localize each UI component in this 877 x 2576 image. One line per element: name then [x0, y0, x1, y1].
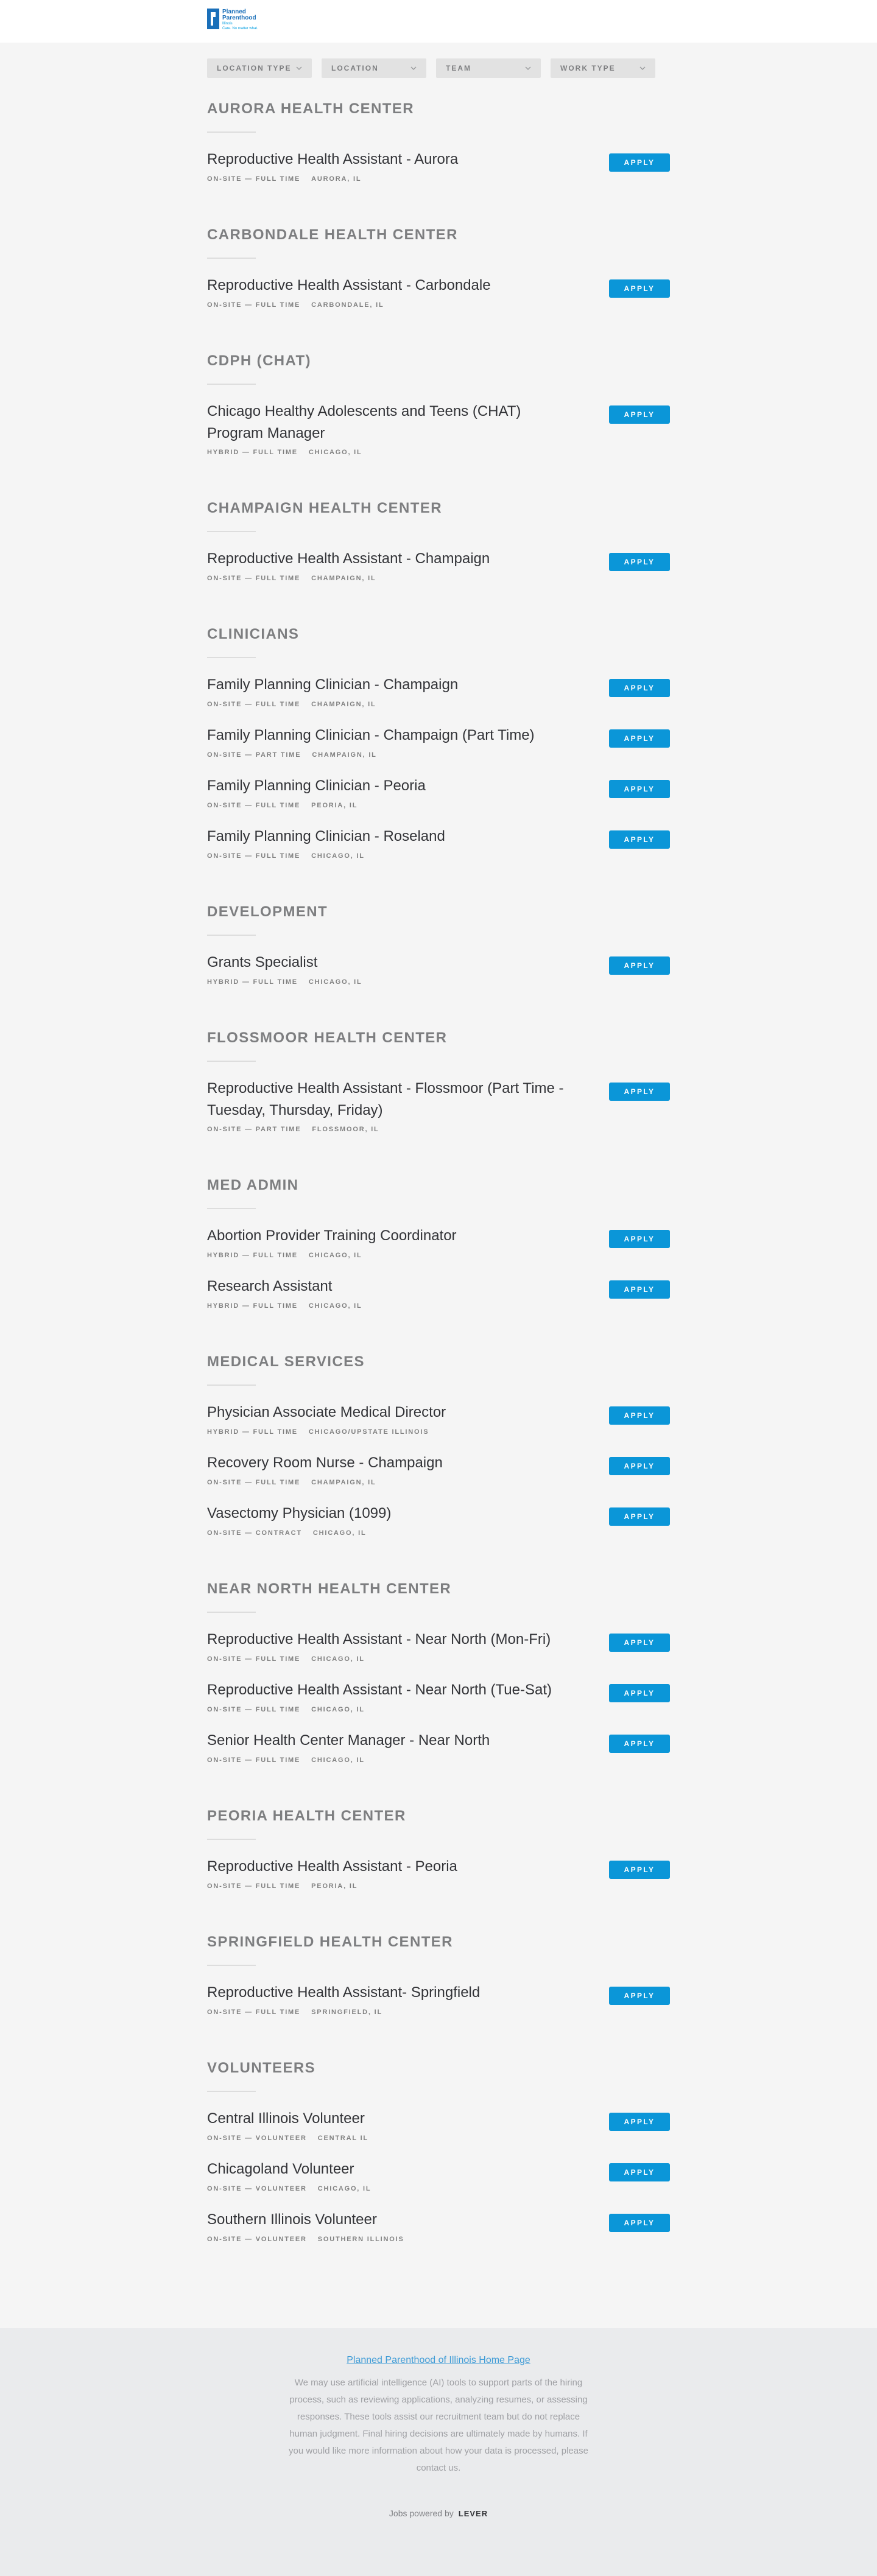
- posting-location: CENTRAL IL: [317, 2135, 368, 2142]
- posting-work-type: ON-SITE — PART TIME: [207, 1126, 301, 1133]
- posting-location: FLOSSMOOR, IL: [312, 1126, 379, 1133]
- posting-work-type: ON-SITE — FULL TIME: [207, 175, 301, 183]
- chevron-down-icon: [639, 66, 646, 70]
- logo-text: [222, 9, 258, 31]
- posting-meta: [207, 1655, 365, 1663]
- group-divider: [207, 1965, 256, 1966]
- posting-location: CHICAGO, IL: [308, 1302, 362, 1310]
- posting-title[interactable]: Abortion Provider Training Coordinator: [207, 1227, 457, 1244]
- posting-title[interactable]: Physician Associate Medical Director: [207, 1404, 446, 1420]
- posting-title[interactable]: Senior Health Center Manager - Near North: [207, 1732, 490, 1749]
- posting-work-type: ON-SITE — VOLUNTEER: [207, 2236, 307, 2243]
- posting-work-type: ON-SITE — FULL TIME: [207, 575, 301, 582]
- posting-title[interactable]: Family Planning Clinician - Champaign (Part Time): [207, 727, 535, 743]
- posting-title[interactable]: Reproductive Health Assistant - Aurora: [207, 151, 459, 167]
- apply-button[interactable]: APPLY: [609, 729, 670, 748]
- posting-title[interactable]: Reproductive Health Assistant - Flossmoor (Part Time - Tuesday, Thursday, Friday): [207, 1080, 564, 1118]
- posting-title[interactable]: Recovery Room Nurse - Champaign: [207, 1455, 443, 1471]
- filter-team[interactable]: [436, 58, 541, 78]
- posting-title[interactable]: Reproductive Health Assistant - Champaign: [207, 550, 490, 567]
- filter-label: LOCATION TYPE: [217, 64, 292, 72]
- posting-title[interactable]: Family Planning Clinician - Peoria: [207, 777, 426, 794]
- posting-location: CHICAGO/UPSTATE ILLINOIS: [308, 1428, 429, 1436]
- posting-meta: [207, 1706, 365, 1713]
- posting-work-type: ON-SITE — FULL TIME: [207, 701, 301, 708]
- logo-line-2: Parenthood: [222, 15, 256, 21]
- posting-location: CHAMPAIGN, IL: [311, 701, 376, 708]
- group-divider: [207, 258, 256, 259]
- chevron-down-icon: [296, 66, 302, 70]
- group-title: PEORIA HEALTH CENTER: [207, 1808, 406, 1824]
- posting-meta: [207, 751, 377, 759]
- posting-location: CHICAGO, IL: [311, 1706, 365, 1713]
- posting-work-type: ON-SITE — FULL TIME: [207, 852, 301, 860]
- posting-work-type: ON-SITE — FULL TIME: [207, 301, 301, 309]
- posting-title[interactable]: Vasectomy Physician (1099): [207, 1505, 392, 1521]
- group-divider: [207, 1061, 256, 1062]
- group-divider: [207, 935, 256, 936]
- apply-button[interactable]: APPLY: [609, 1280, 670, 1299]
- filter-location[interactable]: [322, 58, 426, 78]
- posting-meta: [207, 301, 384, 309]
- group-title: DEVELOPMENT: [207, 904, 328, 920]
- posting-location: CHAMPAIGN, IL: [311, 575, 376, 582]
- posting-work-type: ON-SITE — FULL TIME: [207, 802, 301, 809]
- posting-location: CHICAGO, IL: [311, 852, 365, 860]
- group-title: CARBONDALE HEALTH CENTER: [207, 226, 458, 243]
- posting-work-type: ON-SITE — FULL TIME: [207, 1479, 301, 1486]
- posting-meta: [207, 2185, 371, 2192]
- footer: [0, 2328, 877, 2576]
- posting-work-type: ON-SITE — VOLUNTEER: [207, 2135, 307, 2142]
- posting-meta: [207, 852, 365, 860]
- posting-work-type: HYBRID — FULL TIME: [207, 1252, 298, 1259]
- posting-location: CHICAGO, IL: [308, 1252, 362, 1259]
- posting-meta: [207, 1428, 429, 1436]
- posting-meta: [207, 802, 357, 809]
- posting-work-type: ON-SITE — VOLUNTEER: [207, 2185, 307, 2192]
- posting-title[interactable]: Research Assistant: [207, 1278, 333, 1294]
- apply-button[interactable]: APPLY: [609, 279, 670, 298]
- top-bar: [0, 0, 877, 43]
- posting-location: CHICAGO, IL: [312, 1529, 367, 1537]
- posting-title[interactable]: Central Illinois Volunteer: [207, 2110, 365, 2127]
- group-title: SPRINGFIELD HEALTH CENTER: [207, 1934, 453, 1950]
- posting-title[interactable]: Reproductive Health Assistant - Carbondale: [207, 277, 491, 293]
- group-title: CHAMPAIGN HEALTH CENTER: [207, 500, 442, 516]
- posting-location: CHICAGO, IL: [311, 1757, 365, 1764]
- posting-location: CARBONDALE, IL: [311, 301, 384, 309]
- apply-button[interactable]: APPLY: [609, 1735, 670, 1753]
- apply-button[interactable]: APPLY: [609, 1684, 670, 1702]
- posting-work-type: ON-SITE — PART TIME: [207, 751, 301, 759]
- group-title: CDPH (CHAT): [207, 353, 311, 369]
- posting-location: AURORA, IL: [311, 175, 362, 183]
- apply-button[interactable]: APPLY: [609, 405, 670, 424]
- lever-logo[interactable]: LEVER: [458, 2509, 488, 2518]
- posting-meta: [207, 701, 376, 708]
- group-title: MED ADMIN: [207, 1177, 299, 1193]
- apply-button[interactable]: APPLY: [609, 2214, 670, 2232]
- group-divider: [207, 1612, 256, 1613]
- posting-work-type: HYBRID — FULL TIME: [207, 1428, 298, 1436]
- posting-location: PEORIA, IL: [311, 1883, 358, 1890]
- powered-by: [0, 2508, 877, 2518]
- posting-meta: [207, 2236, 404, 2243]
- posting-work-type: ON-SITE — FULL TIME: [207, 2009, 301, 2016]
- group-title: VOLUNTEERS: [207, 2060, 316, 2076]
- planned-parenthood-logo-icon: [207, 9, 219, 29]
- posting-work-type: HYBRID — FULL TIME: [207, 1302, 298, 1310]
- group-divider: [207, 657, 256, 658]
- group-title: AURORA HEALTH CENTER: [207, 100, 414, 117]
- posting-location: CHAMPAIGN, IL: [312, 751, 377, 759]
- posting-meta: [207, 449, 362, 456]
- posting-title[interactable]: Reproductive Health Assistant- Springfield: [207, 1984, 481, 2001]
- group-title: MEDICAL SERVICES: [207, 1353, 365, 1370]
- apply-button[interactable]: APPLY: [609, 1083, 670, 1101]
- posting-location: SOUTHERN ILLINOIS: [317, 2236, 404, 2243]
- group-divider: [207, 1208, 256, 1209]
- apply-button[interactable]: APPLY: [609, 956, 670, 975]
- filter-work-type[interactable]: [551, 58, 655, 78]
- posting-title[interactable]: Family Planning Clinician - Champaign: [207, 676, 459, 693]
- posting-meta: [207, 978, 362, 986]
- chevron-down-icon: [410, 66, 417, 70]
- ai-disclaimer: We may use artificial intelligence (AI) tools to support parts of the hiring process, such as reviewing applications, analyzing resumes, or assessing responses. These tools assist our recruitment team but do not replace human judgment. Final hiring decisions are ultimately made by humans. If you would like more information about how your data is processed, please contact us.: [289, 2378, 588, 2473]
- filter-location-type[interactable]: [207, 58, 312, 78]
- chevron-down-icon: [525, 66, 531, 70]
- logo-line-4: Care. No matter what.: [222, 27, 258, 30]
- apply-button[interactable]: APPLY: [609, 780, 670, 798]
- powered-by-text: Jobs powered by: [389, 2508, 454, 2518]
- filter-label: WORK TYPE: [560, 64, 616, 72]
- posting-meta: [207, 175, 361, 183]
- apply-button[interactable]: APPLY: [609, 553, 670, 571]
- posting-title[interactable]: Chicagoland Volunteer: [207, 2161, 354, 2177]
- posting-work-type: ON-SITE — FULL TIME: [207, 1883, 301, 1890]
- apply-button[interactable]: APPLY: [609, 679, 670, 697]
- logo-line-1: Planned: [222, 9, 246, 15]
- posting-title[interactable]: Southern Illinois Volunteer: [207, 2211, 377, 2228]
- posting-work-type: ON-SITE — FULL TIME: [207, 1655, 301, 1663]
- posting-title[interactable]: Reproductive Health Assistant - Near North (Tue-Sat): [207, 1682, 552, 1698]
- posting-location: CHICAGO, IL: [308, 978, 362, 986]
- filter-label: TEAM: [446, 64, 471, 72]
- filter-bar: [207, 58, 655, 78]
- posting-meta: [207, 1479, 376, 1486]
- posting-location: SPRINGFIELD, IL: [311, 2009, 383, 2016]
- posting-title[interactable]: Reproductive Health Assistant - Peoria: [207, 1858, 457, 1875]
- posting-meta: [207, 2135, 368, 2142]
- posting-work-type: ON-SITE — CONTRACT: [207, 1529, 302, 1537]
- posting-work-type: ON-SITE — FULL TIME: [207, 1757, 301, 1764]
- group-divider: [207, 531, 256, 532]
- posting-meta: [207, 1126, 379, 1133]
- apply-button[interactable]: APPLY: [609, 1987, 670, 2005]
- group-divider: [207, 1839, 256, 1840]
- posting-location: CHAMPAIGN, IL: [311, 1479, 376, 1486]
- posting-location: CHICAGO, IL: [308, 449, 362, 456]
- apply-button[interactable]: APPLY: [609, 1406, 670, 1425]
- posting-title[interactable]: Reproductive Health Assistant - Near North (Mon-Fri): [207, 1631, 551, 1648]
- apply-button[interactable]: APPLY: [609, 1634, 670, 1652]
- group-title: FLOSSMOOR HEALTH CENTER: [207, 1030, 448, 1046]
- apply-button[interactable]: APPLY: [609, 1507, 670, 1526]
- posting-meta: [207, 1883, 357, 1890]
- posting-work-type: ON-SITE — FULL TIME: [207, 1706, 301, 1713]
- posting-work-type: HYBRID — FULL TIME: [207, 978, 298, 986]
- group-title: CLINICIANS: [207, 626, 300, 642]
- posting-title[interactable]: Grants Specialist: [207, 954, 318, 970]
- posting-location: CHICAGO, IL: [317, 2185, 372, 2192]
- company-home-link[interactable]: Planned Parenthood of Illinois Home Page: [347, 2355, 530, 2365]
- filter-label: LOCATION: [331, 64, 379, 72]
- apply-button[interactable]: APPLY: [609, 2113, 670, 2131]
- posting-meta: [207, 1529, 366, 1537]
- posting-location: CHICAGO, IL: [311, 1655, 365, 1663]
- company-logo[interactable]: [207, 9, 262, 33]
- posting-title[interactable]: Family Planning Clinician - Roseland: [207, 828, 445, 844]
- posting-meta: [207, 575, 376, 582]
- posting-location: PEORIA, IL: [311, 802, 358, 809]
- posting-meta: [207, 1252, 362, 1259]
- apply-button[interactable]: APPLY: [609, 2163, 670, 2181]
- apply-button[interactable]: APPLY: [609, 1457, 670, 1475]
- group-divider: [207, 384, 256, 385]
- group-divider: [207, 132, 256, 133]
- apply-button[interactable]: APPLY: [609, 153, 670, 172]
- posting-meta: [207, 2009, 382, 2016]
- apply-button[interactable]: APPLY: [609, 1861, 670, 1879]
- posting-meta: [207, 1302, 362, 1310]
- group-divider: [207, 2091, 256, 2092]
- posting-title[interactable]: Chicago Healthy Adolescents and Teens (CHAT) Program Manager: [207, 403, 521, 441]
- apply-button[interactable]: APPLY: [609, 830, 670, 849]
- apply-button[interactable]: APPLY: [609, 1230, 670, 1248]
- posting-meta: [207, 1757, 365, 1764]
- group-title: NEAR NORTH HEALTH CENTER: [207, 1581, 452, 1597]
- posting-work-type: HYBRID — FULL TIME: [207, 449, 298, 456]
- logo-line-3: Illinois: [222, 22, 233, 26]
- group-divider: [207, 1385, 256, 1386]
